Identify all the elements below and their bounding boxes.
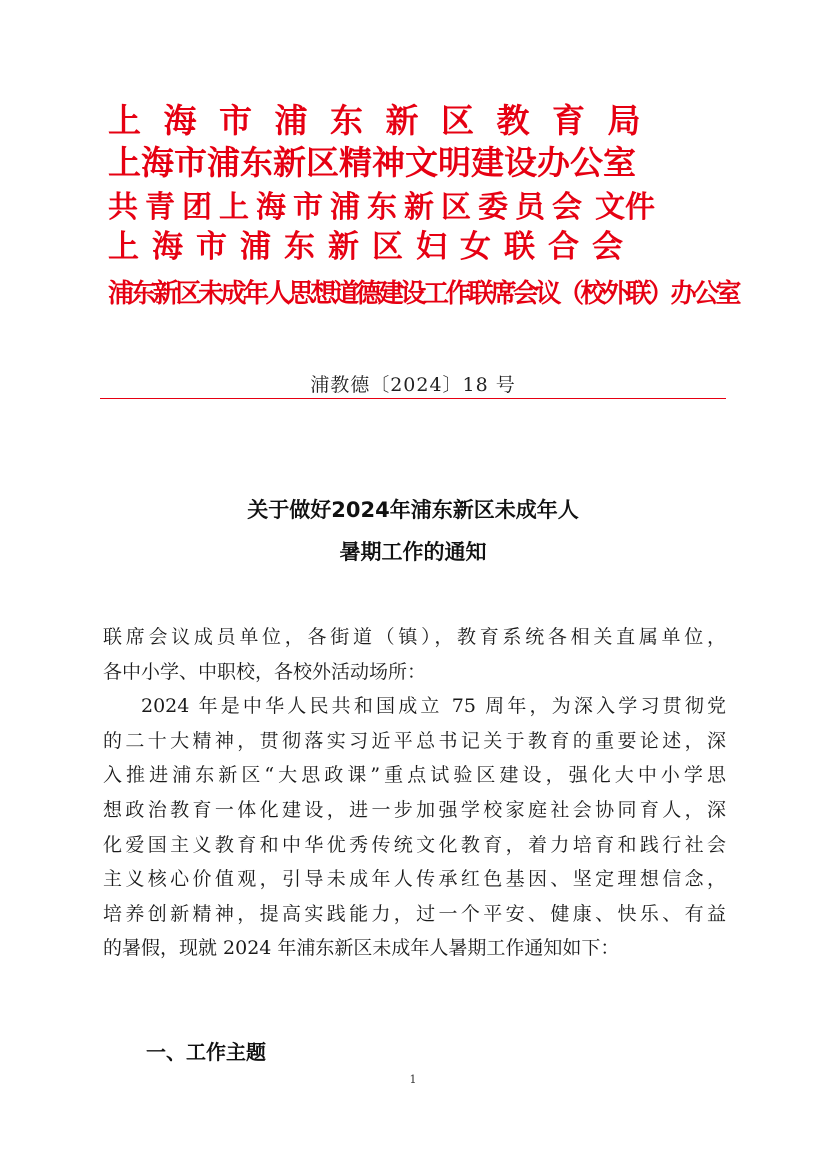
- issuer-joint-meeting-office: 浦东新区未成年人思想道德建设工作联席会议（校外联）办公室: [108, 279, 739, 309]
- page-number: 1: [409, 1073, 417, 1086]
- section-heading-work-theme: 一、工作主题: [146, 1040, 266, 1064]
- paragraph-line: 想政治教育一体化建设，进一步加强学校家庭社会协同育人，深: [103, 798, 726, 821]
- addressee-line-2: 各中小学、中职校，各校外活动场所：: [103, 660, 427, 683]
- red-divider-line: [100, 398, 726, 399]
- notice-title-line-2: 暑期工作的通知: [339, 540, 487, 564]
- paragraph-line: 2024 年是中华人民共和国成立 75 周年，为深入学习贯彻党: [141, 695, 726, 718]
- paragraph-line: 主义核心价值观，引导未成年人传承红色基因、坚定理想信念，: [103, 868, 726, 891]
- notice-body: [103, 620, 726, 966]
- document-suffix: 文件: [595, 190, 655, 225]
- document-number: 浦教德〔2024〕18 号: [310, 374, 516, 396]
- paragraph-line: 化爱国主义教育和中华优秀传统文化教育，着力培育和践行社会: [103, 833, 726, 856]
- issuer-youth-league-name: 共青团上海市浦东新区委员会: [108, 190, 589, 225]
- paragraph-line: 的二十大精神，贯彻落实习近平总书记关于教育的重要论述，深: [103, 729, 726, 752]
- issuer-education-bureau: 上海市浦东新区教育局: [108, 101, 663, 140]
- notice-title-line-1: 关于做好2024年浦东新区未成年人: [247, 498, 579, 522]
- paragraph-line: 的暑假，现就 2024 年浦东新区未成年人暑期工作通知如下：: [103, 937, 620, 960]
- issuer-youth-league: [108, 190, 655, 225]
- issuer-womens-federation: 上海市浦东新区妇女联合会: [108, 229, 636, 265]
- paragraph-line: 入推进浦东新区“大思政课”重点试验区建设，强化大中小学思: [103, 764, 726, 787]
- paragraph-line: 培养创新精神，提高实践能力，过一个平安、健康、快乐、有益: [103, 902, 726, 925]
- issuer-civilization-office: 上海市浦东新区精神文明建设办公室: [108, 143, 636, 182]
- addressee-line-1: 联席会议成员单位，各街道（镇），教育系统各相关直属单位，: [103, 626, 726, 648]
